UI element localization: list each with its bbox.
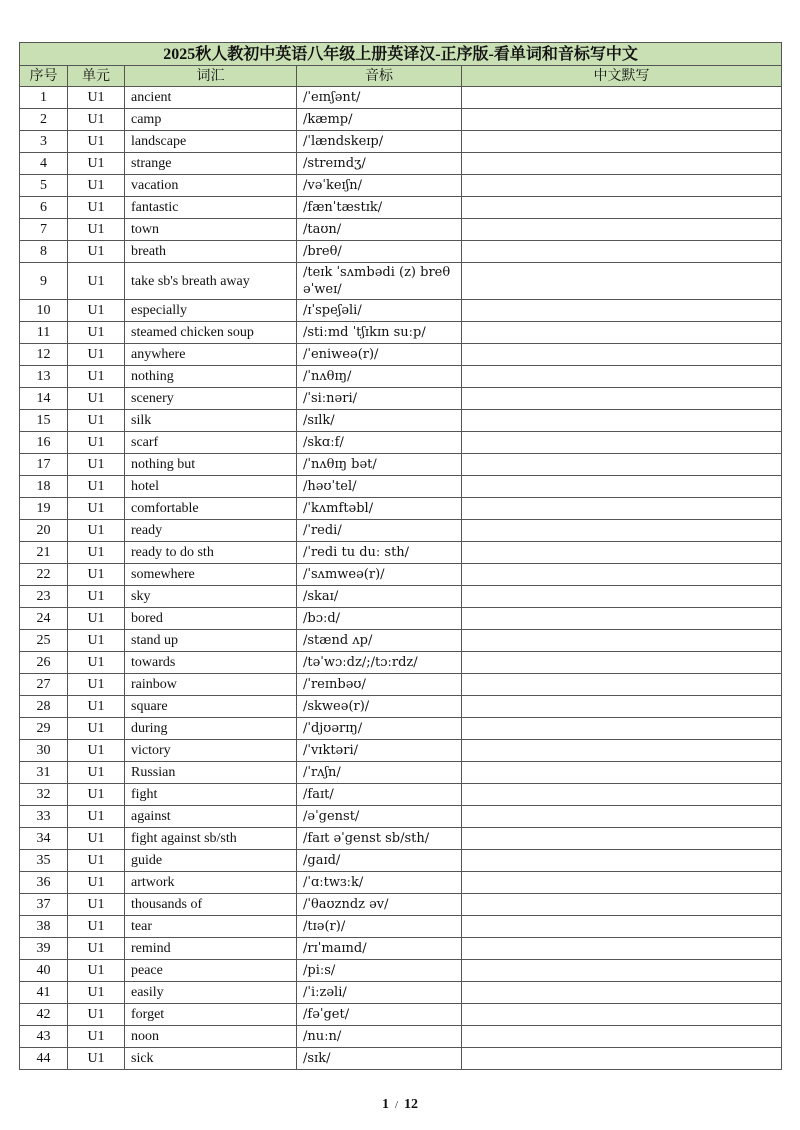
table-row — [20, 263, 782, 300]
row-unit: U1 — [68, 872, 125, 894]
row-word: ready to do sth — [125, 542, 297, 564]
row-number: 10 — [20, 300, 68, 322]
row-word: especially — [125, 300, 297, 322]
row-chinese-answer-blank[interactable] — [462, 850, 782, 872]
table-row — [20, 219, 782, 241]
row-phonetic: /breθ/ — [297, 241, 462, 263]
row-number: 19 — [20, 498, 68, 520]
row-unit: U1 — [68, 432, 125, 454]
row-number: 24 — [20, 608, 68, 630]
row-unit: U1 — [68, 322, 125, 344]
row-unit: U1 — [68, 608, 125, 630]
row-number: 30 — [20, 740, 68, 762]
table-row — [20, 762, 782, 784]
row-unit: U1 — [68, 498, 125, 520]
row-word: fantastic — [125, 197, 297, 219]
row-unit: U1 — [68, 520, 125, 542]
row-unit: U1 — [68, 982, 125, 1004]
table-row — [20, 696, 782, 718]
row-word: silk — [125, 410, 297, 432]
table-row — [20, 850, 782, 872]
row-word: artwork — [125, 872, 297, 894]
table-row — [20, 630, 782, 652]
row-word: thousands of — [125, 894, 297, 916]
row-word: breath — [125, 241, 297, 263]
row-phonetic: /fænˈtæstɪk/ — [297, 197, 462, 219]
row-chinese-answer-blank[interactable] — [462, 410, 782, 432]
row-word: anywhere — [125, 344, 297, 366]
row-phonetic: /faɪt/ — [297, 784, 462, 806]
row-word: sick — [125, 1048, 297, 1070]
row-phonetic: /tɪə(r)/ — [297, 916, 462, 938]
row-number: 17 — [20, 454, 68, 476]
table-row — [20, 131, 782, 153]
row-unit: U1 — [68, 630, 125, 652]
row-chinese-answer-blank[interactable] — [462, 652, 782, 674]
row-word: peace — [125, 960, 297, 982]
row-chinese-answer-blank[interactable] — [462, 1026, 782, 1048]
page-number: 1 — [381, 1097, 389, 1112]
header-row — [20, 66, 782, 87]
row-chinese-answer-blank[interactable] — [462, 740, 782, 762]
row-chinese-answer-blank[interactable] — [462, 153, 782, 175]
table-row — [20, 674, 782, 696]
row-chinese-answer-blank[interactable] — [462, 388, 782, 410]
row-word: camp — [125, 109, 297, 131]
row-unit: U1 — [68, 784, 125, 806]
row-chinese-answer-blank[interactable] — [462, 197, 782, 219]
row-number: 44 — [20, 1048, 68, 1070]
row-word: sky — [125, 586, 297, 608]
row-unit: U1 — [68, 586, 125, 608]
row-number: 20 — [20, 520, 68, 542]
row-number: 34 — [20, 828, 68, 850]
table-row — [20, 542, 782, 564]
row-number: 43 — [20, 1026, 68, 1048]
row-phonetic: /ɪˈspeʃəli/ — [297, 300, 462, 322]
row-chinese-answer-blank[interactable] — [462, 806, 782, 828]
row-chinese-answer-blank[interactable] — [462, 344, 782, 366]
row-phonetic: /stiːmd ˈtʃɪkɪn suːp/ — [297, 322, 462, 344]
row-word: towards — [125, 652, 297, 674]
row-word: guide — [125, 850, 297, 872]
page-title: 2025秋人教初中英语八年级上册英译汉-正序版-看单词和音标写中文 — [20, 43, 782, 66]
row-word: landscape — [125, 131, 297, 153]
row-unit: U1 — [68, 894, 125, 916]
column-header-word: 词汇 — [125, 66, 297, 87]
row-chinese-answer-blank[interactable] — [462, 219, 782, 241]
row-phonetic: /sɪlk/ — [297, 410, 462, 432]
row-unit: U1 — [68, 175, 125, 197]
row-chinese-answer-blank[interactable] — [462, 263, 782, 300]
row-word: remind — [125, 938, 297, 960]
row-chinese-answer-blank[interactable] — [462, 1048, 782, 1070]
row-number: 6 — [20, 197, 68, 219]
row-phonetic: /skaɪ/ — [297, 586, 462, 608]
row-phonetic: /ˈiːzəli/ — [297, 982, 462, 1004]
row-word: scenery — [125, 388, 297, 410]
table-row — [20, 153, 782, 175]
row-unit: U1 — [68, 542, 125, 564]
row-phonetic: /stænd ʌp/ — [297, 630, 462, 652]
table-row — [20, 608, 782, 630]
row-unit: U1 — [68, 219, 125, 241]
row-number: 29 — [20, 718, 68, 740]
row-chinese-answer-blank[interactable] — [462, 982, 782, 1004]
row-chinese-answer-blank[interactable] — [462, 630, 782, 652]
row-unit: U1 — [68, 197, 125, 219]
row-chinese-answer-blank[interactable] — [462, 828, 782, 850]
table-row — [20, 175, 782, 197]
row-unit: U1 — [68, 344, 125, 366]
row-unit: U1 — [68, 476, 125, 498]
row-unit: U1 — [68, 300, 125, 322]
vocabulary-sheet — [19, 42, 781, 1070]
row-unit: U1 — [68, 388, 125, 410]
row-chinese-answer-blank[interactable] — [462, 762, 782, 784]
row-number: 9 — [20, 263, 68, 300]
row-unit: U1 — [68, 564, 125, 586]
row-word: hotel — [125, 476, 297, 498]
row-chinese-answer-blank[interactable] — [462, 322, 782, 344]
table-body — [20, 87, 782, 1070]
row-phonetic: /ˈnʌθɪŋ bət/ — [297, 454, 462, 476]
vocabulary-table — [19, 42, 782, 1070]
table-row — [20, 1026, 782, 1048]
row-unit: U1 — [68, 131, 125, 153]
row-number: 37 — [20, 894, 68, 916]
row-chinese-answer-blank[interactable] — [462, 498, 782, 520]
row-unit: U1 — [68, 828, 125, 850]
row-phonetic: /ˈeɪnʃənt/ — [297, 87, 462, 109]
row-number: 39 — [20, 938, 68, 960]
row-unit: U1 — [68, 153, 125, 175]
page-separator: / — [394, 1099, 399, 1111]
table-row — [20, 344, 782, 366]
table-row — [20, 322, 782, 344]
row-number: 16 — [20, 432, 68, 454]
row-unit: U1 — [68, 718, 125, 740]
row-chinese-answer-blank[interactable] — [462, 696, 782, 718]
row-chinese-answer-blank[interactable] — [462, 1004, 782, 1026]
row-unit: U1 — [68, 454, 125, 476]
row-unit: U1 — [68, 87, 125, 109]
page-footer — [0, 1097, 800, 1113]
table-row — [20, 828, 782, 850]
row-word: fight — [125, 784, 297, 806]
row-word: scarf — [125, 432, 297, 454]
table-row — [20, 784, 782, 806]
row-unit: U1 — [68, 410, 125, 432]
row-phonetic: /vəˈkeɪʃn/ — [297, 175, 462, 197]
table-row — [20, 476, 782, 498]
table-row — [20, 366, 782, 388]
row-phonetic: /skweə(r)/ — [297, 696, 462, 718]
row-phonetic: /bɔːd/ — [297, 608, 462, 630]
table-row — [20, 388, 782, 410]
row-number: 40 — [20, 960, 68, 982]
row-chinese-answer-blank[interactable] — [462, 960, 782, 982]
row-chinese-answer-blank[interactable] — [462, 542, 782, 564]
row-word: fight against sb/sth — [125, 828, 297, 850]
row-word: ancient — [125, 87, 297, 109]
table-row — [20, 872, 782, 894]
row-unit: U1 — [68, 762, 125, 784]
row-word: against — [125, 806, 297, 828]
row-number: 15 — [20, 410, 68, 432]
row-chinese-answer-blank[interactable] — [462, 454, 782, 476]
row-unit: U1 — [68, 960, 125, 982]
row-number: 35 — [20, 850, 68, 872]
table-row — [20, 960, 782, 982]
table-row — [20, 241, 782, 263]
row-chinese-answer-blank[interactable] — [462, 131, 782, 153]
row-number: 31 — [20, 762, 68, 784]
row-word: town — [125, 219, 297, 241]
row-number: 33 — [20, 806, 68, 828]
row-chinese-answer-blank[interactable] — [462, 784, 782, 806]
row-phonetic: /nuːn/ — [297, 1026, 462, 1048]
row-word: somewhere — [125, 564, 297, 586]
row-chinese-answer-blank[interactable] — [462, 520, 782, 542]
row-number: 3 — [20, 131, 68, 153]
row-chinese-answer-blank[interactable] — [462, 718, 782, 740]
row-word: vacation — [125, 175, 297, 197]
row-number: 42 — [20, 1004, 68, 1026]
row-number: 5 — [20, 175, 68, 197]
row-phonetic: /kæmp/ — [297, 109, 462, 131]
row-word: stand up — [125, 630, 297, 652]
row-number: 22 — [20, 564, 68, 586]
row-chinese-answer-blank[interactable] — [462, 476, 782, 498]
row-word: nothing but — [125, 454, 297, 476]
row-number: 11 — [20, 322, 68, 344]
row-word: ready — [125, 520, 297, 542]
row-chinese-answer-blank[interactable] — [462, 432, 782, 454]
row-phonetic: /faɪt əˈgenst sb/sth/ — [297, 828, 462, 850]
column-header-number: 序号 — [20, 66, 68, 87]
row-word: Russian — [125, 762, 297, 784]
row-unit: U1 — [68, 652, 125, 674]
row-phonetic: /fəˈget/ — [297, 1004, 462, 1026]
row-number: 12 — [20, 344, 68, 366]
row-chinese-answer-blank[interactable] — [462, 564, 782, 586]
row-number: 36 — [20, 872, 68, 894]
row-chinese-answer-blank[interactable] — [462, 674, 782, 696]
row-phonetic: /gaɪd/ — [297, 850, 462, 872]
row-number: 18 — [20, 476, 68, 498]
row-chinese-answer-blank[interactable] — [462, 916, 782, 938]
table-row — [20, 300, 782, 322]
table-row — [20, 520, 782, 542]
row-word: tear — [125, 916, 297, 938]
row-phonetic: /ˈɑːtwɜːk/ — [297, 872, 462, 894]
table-row — [20, 197, 782, 219]
row-number: 2 — [20, 109, 68, 131]
row-number: 28 — [20, 696, 68, 718]
row-number: 23 — [20, 586, 68, 608]
row-phonetic: /ˈlændskeɪp/ — [297, 131, 462, 153]
table-row — [20, 806, 782, 828]
table-row — [20, 87, 782, 109]
row-phonetic: /ˈreɪnbəʊ/ — [297, 674, 462, 696]
row-phonetic: /ˈredi tu duː sth/ — [297, 542, 462, 564]
table-row — [20, 982, 782, 1004]
row-number: 8 — [20, 241, 68, 263]
row-phonetic: /ˈkʌmftəbl/ — [297, 498, 462, 520]
row-chinese-answer-blank[interactable] — [462, 894, 782, 916]
row-chinese-answer-blank[interactable] — [462, 87, 782, 109]
row-word: bored — [125, 608, 297, 630]
row-unit: U1 — [68, 1004, 125, 1026]
row-phonetic: /ˈeniweə(r)/ — [297, 344, 462, 366]
row-chinese-answer-blank[interactable] — [462, 938, 782, 960]
row-unit: U1 — [68, 674, 125, 696]
row-word: victory — [125, 740, 297, 762]
row-unit: U1 — [68, 1026, 125, 1048]
row-chinese-answer-blank[interactable] — [462, 109, 782, 131]
row-unit: U1 — [68, 916, 125, 938]
row-phonetic: /taʊn/ — [297, 219, 462, 241]
row-phonetic: /sɪk/ — [297, 1048, 462, 1070]
row-word: strange — [125, 153, 297, 175]
table-row — [20, 564, 782, 586]
table-row — [20, 718, 782, 740]
row-word: nothing — [125, 366, 297, 388]
row-word: rainbow — [125, 674, 297, 696]
column-header-unit: 单元 — [68, 66, 125, 87]
row-number: 1 — [20, 87, 68, 109]
row-unit: U1 — [68, 850, 125, 872]
row-word: during — [125, 718, 297, 740]
row-phonetic: /ˈsʌmweə(r)/ — [297, 564, 462, 586]
row-number: 41 — [20, 982, 68, 1004]
row-phonetic: /skɑːf/ — [297, 432, 462, 454]
row-phonetic: /ˈvɪktəri/ — [297, 740, 462, 762]
row-word: steamed chicken soup — [125, 322, 297, 344]
table-row — [20, 432, 782, 454]
row-phonetic: /ˈsiːnəri/ — [297, 388, 462, 410]
row-phonetic: /ˈredi/ — [297, 520, 462, 542]
row-phonetic: /ˈθaʊzndz əv/ — [297, 894, 462, 916]
column-header-chinese-dictation: 中文默写 — [462, 66, 782, 87]
row-phonetic: /həʊˈtel/ — [297, 476, 462, 498]
table-row — [20, 586, 782, 608]
row-number: 32 — [20, 784, 68, 806]
row-unit: U1 — [68, 263, 125, 300]
row-unit: U1 — [68, 938, 125, 960]
page-total: 12 — [404, 1097, 419, 1112]
table-row — [20, 938, 782, 960]
row-unit: U1 — [68, 1048, 125, 1070]
row-chinese-answer-blank[interactable] — [462, 300, 782, 322]
row-phonetic: /ˈnʌθɪŋ/ — [297, 366, 462, 388]
row-number: 14 — [20, 388, 68, 410]
table-row — [20, 740, 782, 762]
row-unit: U1 — [68, 806, 125, 828]
row-word: square — [125, 696, 297, 718]
row-phonetic: /təˈwɔːdz/;/tɔːrdz/ — [297, 652, 462, 674]
row-phonetic: /streɪndʒ/ — [297, 153, 462, 175]
title-row — [20, 43, 782, 66]
row-unit: U1 — [68, 740, 125, 762]
row-phonetic: /ˈdjʊərɪŋ/ — [297, 718, 462, 740]
row-word: noon — [125, 1026, 297, 1048]
table-row — [20, 1004, 782, 1026]
row-unit: U1 — [68, 696, 125, 718]
row-chinese-answer-blank[interactable] — [462, 872, 782, 894]
row-chinese-answer-blank[interactable] — [462, 586, 782, 608]
row-number: 27 — [20, 674, 68, 696]
row-word: take sb's breath away — [125, 263, 297, 300]
table-row — [20, 454, 782, 476]
table-row — [20, 1048, 782, 1070]
row-chinese-answer-blank[interactable] — [462, 241, 782, 263]
table-row — [20, 652, 782, 674]
row-phonetic: /ˈrʌʃn/ — [297, 762, 462, 784]
row-unit: U1 — [68, 241, 125, 263]
row-number: 25 — [20, 630, 68, 652]
table-row — [20, 498, 782, 520]
row-number: 38 — [20, 916, 68, 938]
table-row — [20, 410, 782, 432]
row-word: easily — [125, 982, 297, 1004]
table-row — [20, 109, 782, 131]
row-number: 7 — [20, 219, 68, 241]
row-number: 13 — [20, 366, 68, 388]
row-number: 26 — [20, 652, 68, 674]
row-unit: U1 — [68, 366, 125, 388]
row-unit: U1 — [68, 109, 125, 131]
row-phonetic: /teɪk ˈsʌmbədi (z) breθ əˈweɪ/ — [297, 263, 462, 300]
row-number: 4 — [20, 153, 68, 175]
row-word: forget — [125, 1004, 297, 1026]
row-chinese-answer-blank[interactable] — [462, 366, 782, 388]
column-header-phonetic: 音标 — [297, 66, 462, 87]
row-phonetic: /əˈgenst/ — [297, 806, 462, 828]
row-phonetic: /rɪˈmaɪnd/ — [297, 938, 462, 960]
table-row — [20, 916, 782, 938]
row-number: 21 — [20, 542, 68, 564]
table-row — [20, 894, 782, 916]
row-chinese-answer-blank[interactable] — [462, 175, 782, 197]
row-chinese-answer-blank[interactable] — [462, 608, 782, 630]
row-word: comfortable — [125, 498, 297, 520]
row-phonetic: /piːs/ — [297, 960, 462, 982]
